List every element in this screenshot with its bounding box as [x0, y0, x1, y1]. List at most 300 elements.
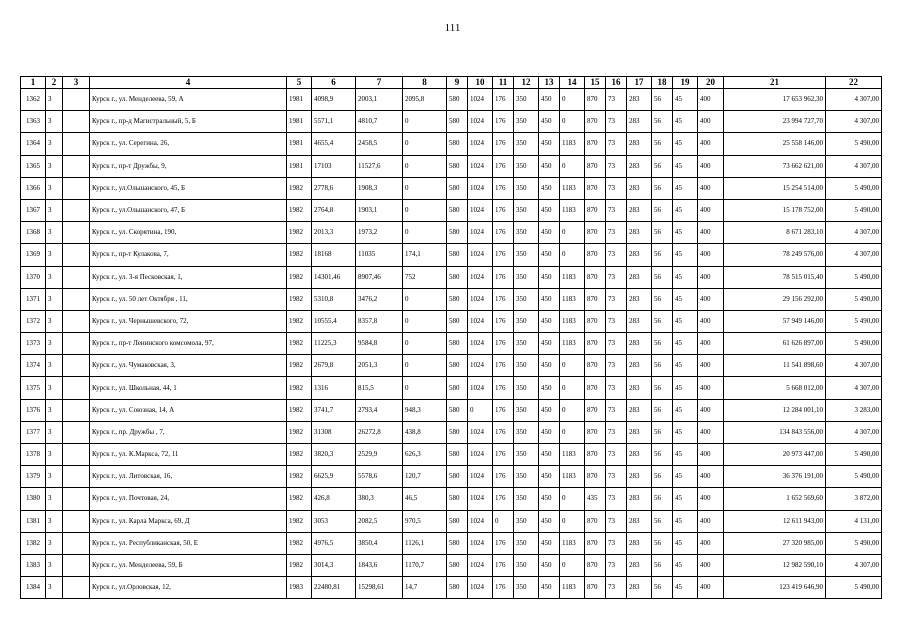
cell-col-19: 45: [673, 399, 698, 421]
cell-col-9: 580: [447, 244, 468, 266]
cell-col-5: 1982: [287, 177, 312, 199]
cell-col-12: 350: [514, 577, 539, 599]
cell-col-18: 56: [652, 288, 673, 310]
cell-col-11: 176: [493, 244, 514, 266]
cell-col-17: 283: [627, 532, 652, 554]
cell-col-16: 73: [606, 288, 627, 310]
cell-col-3: [63, 288, 90, 310]
table-row: [21, 155, 882, 177]
cell-col-18: 56: [652, 310, 673, 332]
cell-col-16: 73: [606, 577, 627, 599]
cell-col-14: 1183: [560, 199, 585, 221]
cell-col-18: 56: [652, 577, 673, 599]
cell-col-3: [63, 222, 90, 244]
cell-col-22: 5 490,00: [826, 177, 882, 199]
cell-col-21: 78 515 015,40: [724, 266, 826, 288]
cell-col-9: 580: [447, 111, 468, 133]
cell-col-1: 1383: [21, 554, 46, 576]
cell-col-6: 10555,4: [312, 310, 356, 332]
cell-col-13: 450: [539, 355, 560, 377]
cell-col-10: 0: [468, 399, 493, 421]
cell-col-1: 1366: [21, 177, 46, 199]
table-row: [21, 577, 882, 599]
cell-col-21: 12 284 001,10: [724, 399, 826, 421]
cell-col-22: 4 307,00: [826, 421, 882, 443]
cell-col-22: 5 490,00: [826, 333, 882, 355]
cell-col-5: 1982: [287, 399, 312, 421]
cell-col-11: 176: [493, 532, 514, 554]
cell-col-20: 400: [698, 222, 724, 244]
column-header-21: 21: [724, 77, 826, 89]
cell-col-21: 61 626 897,00: [724, 333, 826, 355]
cell-col-20: 400: [698, 377, 724, 399]
cell-col-20: 400: [698, 199, 724, 221]
cell-col-5: 1981: [287, 89, 312, 111]
cell-col-2: 3: [46, 310, 63, 332]
cell-col-16: 73: [606, 199, 627, 221]
cell-col-14: 0: [560, 222, 585, 244]
cell-col-7: 2082,5: [356, 510, 403, 532]
cell-col-15: 870: [585, 222, 606, 244]
cell-col-11: 176: [493, 577, 514, 599]
cell-col-5: 1982: [287, 554, 312, 576]
cell-col-2: 3: [46, 510, 63, 532]
cell-col-11: 176: [493, 333, 514, 355]
cell-col-18: 56: [652, 89, 673, 111]
cell-col-10: 1024: [468, 89, 493, 111]
cell-col-2: 3: [46, 333, 63, 355]
cell-col-6: 6625,9: [312, 466, 356, 488]
table-row: [21, 554, 882, 576]
cell-col-20: 400: [698, 532, 724, 554]
cell-col-21: 123 419 646,90: [724, 577, 826, 599]
cell-col-19: 45: [673, 421, 698, 443]
cell-col-8: 626,3: [403, 444, 447, 466]
cell-col-17: 283: [627, 89, 652, 111]
cell-col-12: 350: [514, 421, 539, 443]
cell-col-6: 3053: [312, 510, 356, 532]
cell-col-9: 580: [447, 377, 468, 399]
cell-col-1: 1376: [21, 399, 46, 421]
cell-col-11: 176: [493, 554, 514, 576]
cell-col-11: 176: [493, 222, 514, 244]
cell-col-1: 1380: [21, 488, 46, 510]
cell-col-22: 4 307,00: [826, 355, 882, 377]
cell-col-6: 2764,8: [312, 199, 356, 221]
cell-col-22: 4 131,00: [826, 510, 882, 532]
cell-col-1: 1378: [21, 444, 46, 466]
cell-col-10: 1024: [468, 577, 493, 599]
cell-col-15: 870: [585, 244, 606, 266]
cell-col-4: Курск г., пр. Дружбы , 7,: [90, 421, 287, 443]
cell-col-13: 450: [539, 333, 560, 355]
cell-col-15: 870: [585, 532, 606, 554]
table-row: [21, 444, 882, 466]
cell-col-9: 580: [447, 355, 468, 377]
cell-col-9: 580: [447, 89, 468, 111]
cell-col-21: 134 843 556,00: [724, 421, 826, 443]
cell-col-19: 45: [673, 288, 698, 310]
cell-col-5: 1982: [287, 377, 312, 399]
cell-col-4: Курск г., пр-т Ленинского комсомола, 97,: [90, 333, 287, 355]
cell-col-15: 870: [585, 155, 606, 177]
cell-col-17: 283: [627, 222, 652, 244]
cell-col-16: 73: [606, 355, 627, 377]
cell-col-4: Курск г., ул. Менделеева, 59, Б: [90, 554, 287, 576]
table-row: [21, 111, 882, 133]
cell-col-13: 450: [539, 155, 560, 177]
cell-col-21: 12 611 943,00: [724, 510, 826, 532]
cell-col-18: 56: [652, 333, 673, 355]
cell-col-14: 1183: [560, 288, 585, 310]
cell-col-9: 580: [447, 333, 468, 355]
cell-col-15: 870: [585, 554, 606, 576]
cell-col-20: 400: [698, 177, 724, 199]
cell-col-11: 176: [493, 444, 514, 466]
column-header-5: 5: [287, 77, 312, 89]
cell-col-17: 283: [627, 111, 652, 133]
cell-col-18: 56: [652, 266, 673, 288]
cell-col-22: 5 490,00: [826, 577, 882, 599]
cell-col-11: 176: [493, 310, 514, 332]
cell-col-12: 350: [514, 466, 539, 488]
cell-col-13: 450: [539, 199, 560, 221]
cell-col-8: 0: [403, 199, 447, 221]
cell-col-2: 3: [46, 133, 63, 155]
cell-col-13: 450: [539, 133, 560, 155]
column-header-15: 15: [585, 77, 606, 89]
cell-col-21: 15 254 514,00: [724, 177, 826, 199]
cell-col-1: 1382: [21, 532, 46, 554]
cell-col-14: 0: [560, 399, 585, 421]
cell-col-13: 450: [539, 399, 560, 421]
cell-col-7: 8357,8: [356, 310, 403, 332]
cell-col-17: 283: [627, 399, 652, 421]
cell-col-17: 283: [627, 355, 652, 377]
cell-col-6: 4655,4: [312, 133, 356, 155]
cell-col-6: 2013,3: [312, 222, 356, 244]
cell-col-20: 400: [698, 510, 724, 532]
cell-col-8: 948,3: [403, 399, 447, 421]
cell-col-9: 580: [447, 199, 468, 221]
cell-col-21: 23 994 727,70: [724, 111, 826, 133]
cell-col-7: 380,3: [356, 488, 403, 510]
cell-col-1: 1368: [21, 222, 46, 244]
cell-col-19: 45: [673, 199, 698, 221]
table-row: [21, 466, 882, 488]
cell-col-15: 870: [585, 510, 606, 532]
cell-col-18: 56: [652, 444, 673, 466]
cell-col-3: [63, 177, 90, 199]
cell-col-6: 22480,81: [312, 577, 356, 599]
cell-col-7: 3476,2: [356, 288, 403, 310]
column-header-7: 7: [356, 77, 403, 89]
cell-col-5: 1981: [287, 133, 312, 155]
cell-col-18: 56: [652, 199, 673, 221]
cell-col-15: 435: [585, 488, 606, 510]
cell-col-19: 45: [673, 355, 698, 377]
cell-col-3: [63, 466, 90, 488]
cell-col-17: 283: [627, 133, 652, 155]
cell-col-8: 438,8: [403, 421, 447, 443]
header-row: [21, 77, 882, 89]
cell-col-11: 176: [493, 288, 514, 310]
cell-col-19: 45: [673, 155, 698, 177]
cell-col-3: [63, 111, 90, 133]
cell-col-14: 1183: [560, 466, 585, 488]
cell-col-20: 400: [698, 133, 724, 155]
column-header-18: 18: [652, 77, 673, 89]
cell-col-14: 0: [560, 244, 585, 266]
cell-col-21: 36 376 191,00: [724, 466, 826, 488]
cell-col-22: 5 490,00: [826, 444, 882, 466]
table-row: [21, 488, 882, 510]
cell-col-2: 3: [46, 399, 63, 421]
cell-col-10: 1024: [468, 266, 493, 288]
cell-col-4: Курск г., ул. 50 лет Октября , 11,: [90, 288, 287, 310]
cell-col-4: Курск г., ул.Ольшанского, 45, Б: [90, 177, 287, 199]
cell-col-17: 283: [627, 554, 652, 576]
cell-col-21: 73 662 621,00: [724, 155, 826, 177]
cell-col-12: 350: [514, 155, 539, 177]
cell-col-3: [63, 155, 90, 177]
cell-col-10: 1024: [468, 466, 493, 488]
cell-col-14: 0: [560, 510, 585, 532]
cell-col-19: 45: [673, 377, 698, 399]
cell-col-9: 580: [447, 177, 468, 199]
cell-col-2: 3: [46, 89, 63, 111]
cell-col-11: 176: [493, 89, 514, 111]
cell-col-17: 283: [627, 333, 652, 355]
cell-col-2: 3: [46, 199, 63, 221]
cell-col-11: 0: [493, 510, 514, 532]
cell-col-2: 3: [46, 577, 63, 599]
cell-col-14: 1183: [560, 333, 585, 355]
cell-col-6: 5571,1: [312, 111, 356, 133]
cell-col-12: 350: [514, 532, 539, 554]
cell-col-6: 5310,8: [312, 288, 356, 310]
cell-col-3: [63, 554, 90, 576]
cell-col-9: 580: [447, 133, 468, 155]
cell-col-15: 870: [585, 89, 606, 111]
cell-col-8: 0: [403, 111, 447, 133]
cell-col-13: 450: [539, 288, 560, 310]
cell-col-8: 2095,8: [403, 89, 447, 111]
cell-col-9: 580: [447, 222, 468, 244]
cell-col-19: 45: [673, 266, 698, 288]
cell-col-6: 14301,46: [312, 266, 356, 288]
cell-col-3: [63, 377, 90, 399]
cell-col-2: 3: [46, 288, 63, 310]
cell-col-10: 1024: [468, 133, 493, 155]
table-row: [21, 133, 882, 155]
cell-col-14: 0: [560, 421, 585, 443]
column-header-16: 16: [606, 77, 627, 89]
cell-col-3: [63, 89, 90, 111]
cell-col-12: 350: [514, 444, 539, 466]
cell-col-8: 0: [403, 355, 447, 377]
table-row: [21, 399, 882, 421]
column-header-22: 22: [826, 77, 882, 89]
table-row: [21, 222, 882, 244]
table-row: [21, 421, 882, 443]
cell-col-21: 78 249 576,00: [724, 244, 826, 266]
cell-col-14: 0: [560, 111, 585, 133]
cell-col-12: 350: [514, 510, 539, 532]
cell-col-2: 3: [46, 155, 63, 177]
cell-col-22: 5 490,00: [826, 133, 882, 155]
cell-col-1: 1364: [21, 133, 46, 155]
cell-col-12: 350: [514, 177, 539, 199]
cell-col-19: 45: [673, 111, 698, 133]
cell-col-21: 17 653 962,30: [724, 89, 826, 111]
cell-col-10: 1024: [468, 155, 493, 177]
cell-col-15: 870: [585, 577, 606, 599]
cell-col-1: 1384: [21, 577, 46, 599]
cell-col-10: 1024: [468, 488, 493, 510]
column-header-17: 17: [627, 77, 652, 89]
table-row: [21, 355, 882, 377]
cell-col-2: 3: [46, 554, 63, 576]
cell-col-5: 1982: [287, 532, 312, 554]
cell-col-16: 73: [606, 466, 627, 488]
cell-col-4: Курск г., пр-т Дружбы, 9,: [90, 155, 287, 177]
cell-col-21: 15 178 752,00: [724, 199, 826, 221]
cell-col-4: Курск г., ул. К.Маркса, 72, 11: [90, 444, 287, 466]
cell-col-2: 3: [46, 488, 63, 510]
cell-col-12: 350: [514, 266, 539, 288]
cell-col-13: 450: [539, 532, 560, 554]
cell-col-12: 350: [514, 288, 539, 310]
cell-col-4: Курск г., ул. Союзная, 14, А: [90, 399, 287, 421]
cell-col-20: 400: [698, 466, 724, 488]
table-row: [21, 288, 882, 310]
cell-col-22: 4 307,00: [826, 554, 882, 576]
cell-col-22: 4 307,00: [826, 377, 882, 399]
cell-col-16: 73: [606, 444, 627, 466]
cell-col-19: 45: [673, 333, 698, 355]
cell-col-9: 580: [447, 554, 468, 576]
cell-col-8: 0: [403, 377, 447, 399]
cell-col-2: 3: [46, 111, 63, 133]
cell-col-1: 1373: [21, 333, 46, 355]
cell-col-18: 56: [652, 177, 673, 199]
cell-col-16: 73: [606, 222, 627, 244]
cell-col-3: [63, 355, 90, 377]
cell-col-19: 45: [673, 177, 698, 199]
cell-col-13: 450: [539, 244, 560, 266]
cell-col-13: 450: [539, 466, 560, 488]
cell-col-6: 4976,5: [312, 532, 356, 554]
cell-col-4: Курск г., ул. Чумаковская, 3,: [90, 355, 287, 377]
cell-col-7: 1843,6: [356, 554, 403, 576]
cell-col-12: 350: [514, 355, 539, 377]
cell-col-4: Курск г., ул. Карла Маркса, 69, Д: [90, 510, 287, 532]
column-header-4: 4: [90, 77, 287, 89]
cell-col-20: 400: [698, 554, 724, 576]
cell-col-9: 580: [447, 510, 468, 532]
cell-col-15: 870: [585, 288, 606, 310]
cell-col-10: 1024: [468, 421, 493, 443]
cell-col-16: 73: [606, 377, 627, 399]
cell-col-13: 450: [539, 554, 560, 576]
cell-col-11: 176: [493, 488, 514, 510]
cell-col-13: 450: [539, 444, 560, 466]
cell-col-18: 56: [652, 133, 673, 155]
cell-col-8: 174,1: [403, 244, 447, 266]
cell-col-21: 29 156 292,00: [724, 288, 826, 310]
cell-col-5: 1982: [287, 355, 312, 377]
cell-col-11: 176: [493, 133, 514, 155]
cell-col-15: 870: [585, 177, 606, 199]
cell-col-20: 400: [698, 89, 724, 111]
cell-col-10: 1024: [468, 532, 493, 554]
cell-col-22: 4 307,00: [826, 244, 882, 266]
cell-col-14: 1183: [560, 133, 585, 155]
cell-col-18: 56: [652, 421, 673, 443]
cell-col-7: 1908,3: [356, 177, 403, 199]
cell-col-9: 580: [447, 288, 468, 310]
cell-col-5: 1982: [287, 199, 312, 221]
cell-col-10: 1024: [468, 444, 493, 466]
cell-col-6: 31308: [312, 421, 356, 443]
cell-col-8: 0: [403, 222, 447, 244]
cell-col-11: 176: [493, 377, 514, 399]
cell-col-5: 1982: [287, 288, 312, 310]
cell-col-8: 970,5: [403, 510, 447, 532]
cell-col-16: 73: [606, 333, 627, 355]
cell-col-11: 176: [493, 177, 514, 199]
cell-col-1: 1379: [21, 466, 46, 488]
cell-col-18: 56: [652, 488, 673, 510]
cell-col-6: 18168: [312, 244, 356, 266]
cell-col-21: 20 973 447,00: [724, 444, 826, 466]
cell-col-4: Курск г., ул. Чернышевского, 72,: [90, 310, 287, 332]
cell-col-5: 1982: [287, 488, 312, 510]
column-header-19: 19: [673, 77, 698, 89]
cell-col-14: 0: [560, 488, 585, 510]
cell-col-4: Курск г., ул. Школьная, 44, 1: [90, 377, 287, 399]
cell-col-5: 1982: [287, 222, 312, 244]
cell-col-22: 4 307,00: [826, 222, 882, 244]
cell-col-3: [63, 510, 90, 532]
cell-col-1: 1377: [21, 421, 46, 443]
cell-col-2: 3: [46, 177, 63, 199]
cell-col-16: 73: [606, 244, 627, 266]
cell-col-7: 15298,61: [356, 577, 403, 599]
cell-col-7: 11527,6: [356, 155, 403, 177]
cell-col-19: 45: [673, 488, 698, 510]
cell-col-1: 1367: [21, 199, 46, 221]
cell-col-18: 56: [652, 222, 673, 244]
cell-col-10: 1024: [468, 111, 493, 133]
cell-col-17: 283: [627, 199, 652, 221]
cell-col-7: 1973,2: [356, 222, 403, 244]
cell-col-17: 283: [627, 266, 652, 288]
cell-col-12: 350: [514, 89, 539, 111]
cell-col-15: 870: [585, 199, 606, 221]
cell-col-11: 176: [493, 466, 514, 488]
cell-col-9: 580: [447, 310, 468, 332]
cell-col-16: 73: [606, 554, 627, 576]
column-header-11: 11: [493, 77, 514, 89]
cell-col-9: 580: [447, 155, 468, 177]
cell-col-2: 3: [46, 222, 63, 244]
cell-col-17: 283: [627, 466, 652, 488]
cell-col-13: 450: [539, 89, 560, 111]
cell-col-9: 580: [447, 266, 468, 288]
cell-col-2: 3: [46, 355, 63, 377]
